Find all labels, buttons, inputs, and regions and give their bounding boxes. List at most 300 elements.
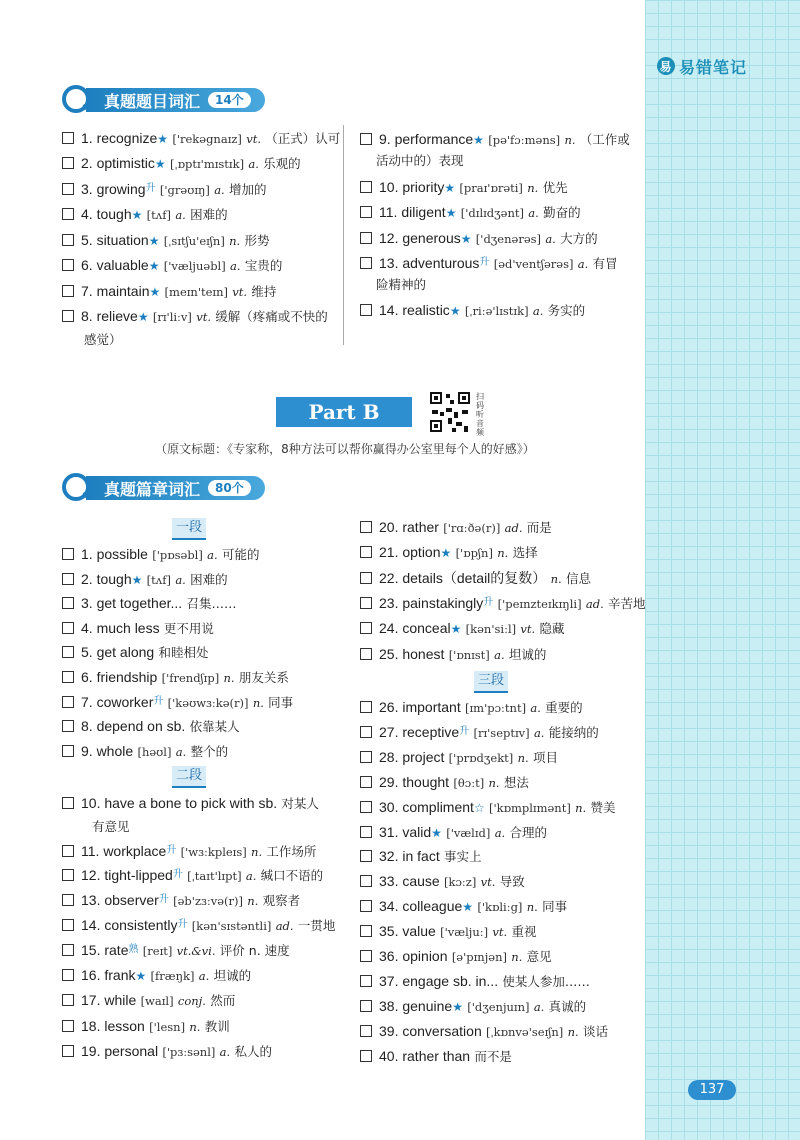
part-of-speech: n.: [564, 133, 576, 147]
chinese-meaning: 大方的: [560, 231, 598, 246]
brand-label: [657, 55, 747, 77]
vocab-item: [360, 869, 525, 894]
checkbox[interactable]: [62, 646, 74, 658]
vocab-item: [360, 795, 616, 820]
vocab-item: [62, 228, 270, 253]
word-count-badge: 80个: [208, 480, 251, 496]
vocab-item: [360, 919, 536, 944]
mark-icon: 熟: [128, 944, 139, 955]
part-of-speech: vt.: [246, 132, 261, 146]
vocab-item: [360, 745, 558, 770]
vocab-word: 12. tight-lipped: [81, 867, 173, 883]
part-of-speech: a.: [214, 183, 225, 197]
vocab-word: 36. opinion: [379, 948, 448, 964]
phonetic: ['wɜːkpleɪs]: [180, 845, 247, 859]
star-icon: ★: [135, 969, 147, 983]
vocab-item: [62, 863, 323, 888]
part-of-speech: a.: [494, 647, 505, 662]
vocab-word: 4. much less: [81, 619, 160, 636]
chinese-meaning: 意见: [526, 949, 552, 964]
chinese-meaning: 观察者: [262, 893, 301, 908]
part-of-speech: n.: [229, 234, 241, 248]
vocab-word: 38. genuine: [379, 997, 453, 1014]
phonetic: [waɪl]: [140, 994, 174, 1008]
paragraph-label-1: 一段: [172, 518, 206, 540]
star-icon: ★: [450, 622, 462, 637]
vocab-word: 17. while: [81, 992, 137, 1008]
vocab-item: [360, 720, 599, 745]
checkbox[interactable]: [360, 801, 372, 813]
vocab-word: 14. realistic: [379, 302, 450, 318]
part-of-speech: n.: [527, 181, 539, 195]
chinese-meaning: 坦诚的: [508, 646, 547, 662]
chinese-meaning: 一贯地: [297, 918, 336, 933]
vocab-item: [360, 566, 591, 591]
phonetic: [əd'ventʃərəs]: [493, 257, 574, 271]
chinese-meaning: 困难的: [190, 207, 228, 222]
phonetic: ['væljuəbl]: [163, 259, 226, 273]
checkbox[interactable]: [62, 1045, 74, 1057]
checkbox[interactable]: [62, 259, 74, 271]
part-of-speech: a.: [245, 869, 257, 883]
checkbox[interactable]: [62, 696, 74, 708]
part-of-speech: a.: [175, 208, 186, 222]
phonetic: [ə'pɪnjən]: [451, 950, 507, 964]
vocab-word: 10. have a bone to pick with sb.: [81, 795, 278, 811]
checkbox[interactable]: [62, 1020, 74, 1032]
part-of-speech: a.: [530, 701, 541, 715]
phonetic: ['vælɪd]: [446, 825, 491, 840]
chinese-meaning: 维持: [251, 284, 277, 299]
checkbox[interactable]: [360, 1025, 372, 1037]
vocab-word: 6. valuable: [81, 257, 149, 273]
checkbox[interactable]: [62, 919, 74, 931]
chinese-meaning: 使某人参加……: [502, 973, 590, 989]
vocab-word: 39. conversation: [379, 1022, 482, 1039]
chinese-meaning: 朋友关系: [238, 670, 289, 685]
checkbox[interactable]: [360, 521, 372, 533]
checkbox[interactable]: [360, 900, 372, 912]
vocab-word: 37. engage sb. in...: [379, 972, 499, 989]
vocab-word: 23. painstakingly: [379, 594, 484, 611]
vocab-word: 27. receptive: [379, 723, 460, 740]
chinese-meaning: 形势: [244, 233, 270, 248]
phonetic: ['dʒenərəs]: [475, 232, 542, 246]
part-of-speech: a.: [198, 969, 210, 983]
chinese-meaning: 导致: [499, 874, 525, 890]
phonetic: [ˌɒptɪ'mɪstɪk]: [169, 157, 245, 171]
star-icon: ★: [462, 900, 474, 915]
phonetic: ['frendʃɪp]: [161, 671, 220, 685]
checkbox[interactable]: [360, 597, 372, 609]
vocab-item: [62, 202, 228, 227]
vocab-word: 4. tough: [81, 206, 132, 222]
phonetic: ['ɒpʃn]: [455, 546, 493, 561]
chinese-meaning: 真诚的: [548, 998, 587, 1014]
checkbox[interactable]: [62, 720, 74, 732]
part-of-speech: a.: [533, 725, 545, 740]
vocab-word: 14. consistently: [81, 917, 178, 933]
vocab-item: [360, 944, 552, 969]
chinese-meaning: 辛苦地: [608, 595, 646, 611]
vocab-item: [62, 938, 290, 963]
phonetic: [kɔːz]: [444, 875, 477, 890]
mark-icon: 升: [172, 869, 183, 880]
checkbox[interactable]: [62, 671, 74, 683]
phonetic: ['kɒmplɪmənt]: [489, 800, 571, 815]
vocab-item: [62, 640, 208, 665]
magnifier-icon: [62, 85, 92, 115]
checkbox[interactable]: [62, 745, 74, 757]
vocab-item: [62, 791, 319, 816]
checkbox[interactable]: [360, 622, 372, 634]
vocab-word: 21. option: [379, 544, 441, 561]
vocab-word: 29. thought: [379, 773, 450, 790]
vocab-item: [360, 200, 581, 225]
part-of-speech: ad.: [275, 919, 294, 933]
vocab-word: 35. value: [379, 923, 436, 940]
vocab-item: [62, 567, 228, 592]
checkbox[interactable]: [62, 573, 74, 585]
vocab-word: 7. maintain: [81, 283, 150, 299]
vocab-item: [360, 298, 585, 323]
part-of-speech: n.: [511, 950, 523, 964]
chinese-meaning: 整个的: [190, 743, 229, 759]
checkbox[interactable]: [360, 975, 372, 987]
part-of-speech: vt.: [492, 925, 508, 940]
vocab-item: [360, 770, 529, 795]
checkbox[interactable]: [62, 797, 74, 809]
chinese-meaning: 和睦相处: [158, 645, 209, 661]
vocab-item: [62, 665, 289, 690]
checkbox[interactable]: [62, 548, 74, 560]
vocab-item: [360, 515, 552, 540]
vocab-word: 12. generous: [379, 230, 461, 246]
chinese-meaning: 优先: [542, 180, 568, 195]
phonetic: ['rekəgnaɪz]: [172, 132, 242, 146]
mark-icon: 升: [166, 845, 177, 856]
mark-icon: 升: [459, 725, 470, 737]
continuation-text: 有意见: [92, 819, 130, 834]
part-of-speech: n.: [550, 571, 562, 586]
grid-margin-strip: [645, 0, 800, 1140]
section-title: 真题篇章词汇: [104, 479, 201, 499]
chinese-meaning: 依靠某人: [189, 719, 240, 735]
phonetic: ['væljuː]: [440, 925, 489, 940]
phonetic: [tʌf]: [146, 208, 172, 222]
part-of-speech: n.: [251, 845, 263, 859]
star-icon: ★: [452, 999, 463, 1014]
checkbox[interactable]: [62, 234, 74, 246]
section-header-passage-vocab: [62, 474, 265, 502]
chinese-meaning: 合理的: [509, 824, 548, 840]
chinese-meaning: 教训: [204, 1019, 230, 1034]
vocab-word: 13. adventurous: [379, 255, 480, 271]
vocab-item: [360, 616, 565, 641]
page-number: 137: [688, 1080, 736, 1100]
phonetic: ['prɒdʒekt]: [448, 750, 514, 765]
part-of-speech: n.: [252, 695, 264, 710]
part-of-speech: ad.: [585, 596, 604, 611]
checkbox[interactable]: [62, 132, 74, 144]
part-of-speech: n.: [189, 1020, 201, 1034]
checkbox[interactable]: [360, 648, 372, 660]
vocab-word: 22. details（detail的复数）: [379, 569, 547, 586]
star-icon: ★: [137, 310, 149, 324]
chinese-meaning: 勤奋的: [543, 205, 581, 220]
checkbox[interactable]: [62, 310, 74, 322]
vocab-word: 7. coworker: [81, 693, 154, 710]
brand-icon: 易: [657, 57, 675, 75]
checkbox[interactable]: [360, 1000, 372, 1012]
chinese-meaning: （工作或: [579, 132, 630, 147]
phonetic: ['ɒnɪst]: [448, 647, 490, 662]
chinese-meaning: 能接纳的: [548, 724, 599, 740]
vocab-word: 40. rather than: [379, 1047, 471, 1064]
chinese-meaning: 隐藏: [539, 621, 565, 637]
vocab-word: 18. lesson: [81, 1018, 145, 1034]
phonetic: [kən'siːl]: [465, 622, 517, 637]
vocab-item: [360, 1044, 512, 1069]
checkbox[interactable]: [360, 1050, 372, 1062]
vocab-word: 15. rate: [81, 942, 129, 958]
vocab-word: 8. relieve: [81, 308, 138, 324]
part-of-speech: n.: [223, 671, 235, 685]
chinese-meaning: 而是: [526, 520, 552, 535]
qr-code-icon[interactable]: [428, 390, 472, 434]
phonetic: [reɪt]: [142, 944, 173, 958]
brand-text: 易错笔记: [679, 57, 748, 77]
chinese-meaning: 赞美: [590, 799, 616, 815]
part-of-speech: a.: [175, 572, 186, 587]
mark-icon: 升: [153, 695, 164, 707]
vocab-item: [62, 253, 282, 278]
phonetic: ['grəʊɪŋ]: [159, 183, 210, 197]
chinese-meaning: 更不用说: [163, 620, 214, 636]
mark-icon: 升: [177, 919, 188, 930]
paragraph-label-2: 二段: [172, 766, 206, 788]
part-of-speech: n.: [517, 750, 529, 765]
word-count-badge: 14个: [208, 92, 251, 108]
part-of-speech: vt.: [480, 875, 496, 890]
phonetic: [rɪ'septɪv]: [473, 725, 530, 740]
checkbox[interactable]: [360, 232, 372, 244]
continuation-text: 感觉）: [84, 332, 122, 347]
section-header-exam-title-vocab: [62, 86, 265, 114]
checkbox[interactable]: [62, 869, 74, 881]
column-divider: [343, 125, 344, 345]
phonetic: ['dʒenjuɪn]: [467, 999, 530, 1014]
star-icon: ★: [440, 546, 452, 561]
vocab-item: [62, 1014, 230, 1039]
phonetic: ['pɒsəbl]: [152, 548, 203, 562]
chinese-meaning: 信息: [565, 570, 591, 586]
chinese-meaning: 困难的: [190, 571, 228, 587]
part-of-speech: n.: [526, 900, 538, 915]
vocab-item: [62, 177, 267, 202]
chinese-meaning: 乐观的: [263, 156, 301, 171]
vocab-item: [360, 226, 598, 251]
star-icon: ★: [131, 572, 143, 587]
phonetic: [ˌriːə'lɪstɪk]: [464, 304, 529, 318]
vocab-word: 25. honest: [379, 645, 445, 662]
vocab-item: [360, 642, 546, 667]
checkbox[interactable]: [360, 776, 372, 788]
phonetic: ['rɑːðə(r)]: [443, 521, 501, 535]
vocab-item: [62, 151, 301, 176]
vocab-item: [360, 820, 547, 845]
star-icon: ★: [148, 234, 160, 248]
checkbox[interactable]: [360, 206, 372, 218]
vocab-word: 5. situation: [81, 232, 149, 248]
phonetic: [həʊl]: [137, 744, 172, 759]
checkbox[interactable]: [62, 845, 74, 857]
chinese-meaning: 想法: [503, 774, 529, 790]
checkbox[interactable]: [360, 850, 372, 862]
chinese-meaning: 选择: [512, 545, 538, 561]
phonetic: ['kəʊwɜːkə(r)]: [167, 695, 249, 710]
checkbox[interactable]: [360, 257, 372, 269]
vocab-word: 24. conceal: [379, 620, 451, 637]
vocab-item: [360, 127, 630, 152]
vocab-word: 11. diligent: [379, 204, 446, 220]
checkbox[interactable]: [62, 994, 74, 1006]
part-of-speech: n.: [567, 1024, 579, 1039]
chinese-meaning: 然而: [210, 993, 236, 1008]
checkbox[interactable]: [360, 546, 372, 558]
chinese-meaning: 评价 n. 速度: [219, 943, 290, 958]
phonetic: [meɪn'teɪn]: [164, 285, 228, 299]
vocab-word: 32. in fact: [379, 848, 440, 865]
chinese-meaning: 项目: [532, 749, 558, 765]
phonetic: [ˌkɒnvə'seɪʃn]: [486, 1024, 564, 1039]
phonetic: ['peɪnzteɪkɪŋli]: [497, 596, 582, 611]
vocab-word: 3. get together...: [81, 595, 183, 612]
phonetic: [ɪm'pɔːtnt]: [465, 701, 527, 715]
checkbox[interactable]: [360, 181, 372, 193]
phonetic: [ˌtaɪt'lɪpt]: [187, 869, 242, 883]
vocab-item: [360, 994, 586, 1019]
vocab-item: [360, 695, 583, 720]
chinese-meaning: 增加的: [229, 182, 267, 197]
part-of-speech: a.: [248, 157, 259, 171]
vocab-word: 10. priority: [379, 179, 445, 195]
star-icon: ★: [445, 206, 457, 220]
checkbox[interactable]: [360, 701, 372, 713]
phonetic: [fræŋk]: [150, 969, 195, 983]
checkbox[interactable]: [360, 726, 372, 738]
checkbox[interactable]: [62, 969, 74, 981]
vocab-word: 9. performance: [379, 131, 474, 147]
star-icon: ★: [149, 285, 161, 299]
phonetic: [tʌf]: [146, 572, 172, 587]
checkbox[interactable]: [62, 285, 74, 297]
chinese-meaning: 谈话: [582, 1023, 608, 1039]
vocab-item: [62, 913, 335, 938]
vocab-item: [360, 251, 618, 276]
star-icon: ★: [131, 208, 143, 222]
checkbox[interactable]: [360, 133, 372, 145]
chinese-meaning: 重视: [511, 924, 537, 940]
chinese-meaning: 同事: [542, 899, 568, 915]
vocab-word: 6. friendship: [81, 669, 158, 685]
star-icon: ★: [460, 232, 472, 246]
star-icon: ★: [473, 133, 484, 147]
checkbox[interactable]: [360, 826, 372, 838]
vocab-item: [62, 126, 340, 151]
section-title: 真题题目词汇: [104, 91, 201, 111]
vocab-word: 9. whole: [81, 742, 134, 759]
part-of-speech: a.: [532, 304, 544, 318]
chinese-meaning: 坦诚的: [213, 968, 252, 983]
checkbox[interactable]: [62, 157, 74, 169]
vocab-word: 34. colleague: [379, 898, 463, 915]
vocab-item: [62, 690, 293, 715]
star-icon: ★: [431, 825, 442, 840]
vocab-word: 11. workplace: [81, 843, 167, 859]
checkbox[interactable]: [360, 304, 372, 316]
checkbox[interactable]: [62, 208, 74, 220]
chinese-meaning: 缄口不语的: [260, 868, 324, 883]
vocab-word: 16. frank: [81, 967, 136, 983]
vocab-word: 26. important: [379, 699, 461, 715]
chinese-meaning: （正式）认可: [265, 131, 341, 146]
vocab-item: [62, 304, 328, 329]
vocab-word: 1. possible: [81, 546, 148, 562]
vocab-word: 30. compliment: [379, 798, 474, 815]
chinese-meaning: 工作场所: [266, 844, 317, 859]
checkbox[interactable]: [62, 622, 74, 634]
chinese-meaning: 有冒: [592, 256, 618, 271]
part-of-speech: conj.: [177, 994, 206, 1008]
phonetic: [θɔːt]: [453, 775, 485, 790]
vocab-item: [62, 839, 316, 864]
vocab-item: [62, 963, 251, 988]
checkbox[interactable]: [360, 925, 372, 937]
part-of-speech: ad.: [504, 521, 523, 535]
vocab-item: [62, 616, 214, 641]
mark-icon: 升: [145, 183, 156, 194]
checkbox[interactable]: [62, 183, 74, 195]
checkbox[interactable]: [360, 572, 372, 584]
chinese-meaning: 而不是: [474, 1048, 512, 1064]
part-of-speech: a.: [577, 257, 589, 271]
phonetic: ['pɜːsənl]: [162, 1045, 216, 1059]
vocab-item: [62, 739, 228, 764]
vocab-item: [62, 714, 240, 739]
part-of-speech: a.: [494, 825, 506, 840]
part-of-speech: vt.&vi.: [176, 944, 216, 958]
checkbox[interactable]: [62, 894, 74, 906]
magnifier-icon: [62, 473, 92, 503]
vocab-item: [62, 888, 300, 913]
star-icon: ★: [444, 181, 456, 195]
vocab-item: [360, 540, 538, 565]
checkbox[interactable]: [360, 875, 372, 887]
mark-icon: 升: [483, 596, 494, 608]
vocab-item: [62, 1039, 272, 1064]
checkbox[interactable]: [62, 597, 74, 609]
checkbox[interactable]: [360, 751, 372, 763]
chinese-meaning: 宝贵的: [244, 258, 283, 273]
checkbox[interactable]: [360, 950, 372, 962]
chinese-meaning: 重要的: [545, 700, 583, 715]
part-of-speech: n.: [488, 775, 500, 790]
outline-star-icon: ☆: [473, 800, 485, 815]
star-icon: ★: [148, 259, 160, 273]
vocab-item: [360, 969, 590, 994]
checkbox[interactable]: [62, 944, 74, 956]
